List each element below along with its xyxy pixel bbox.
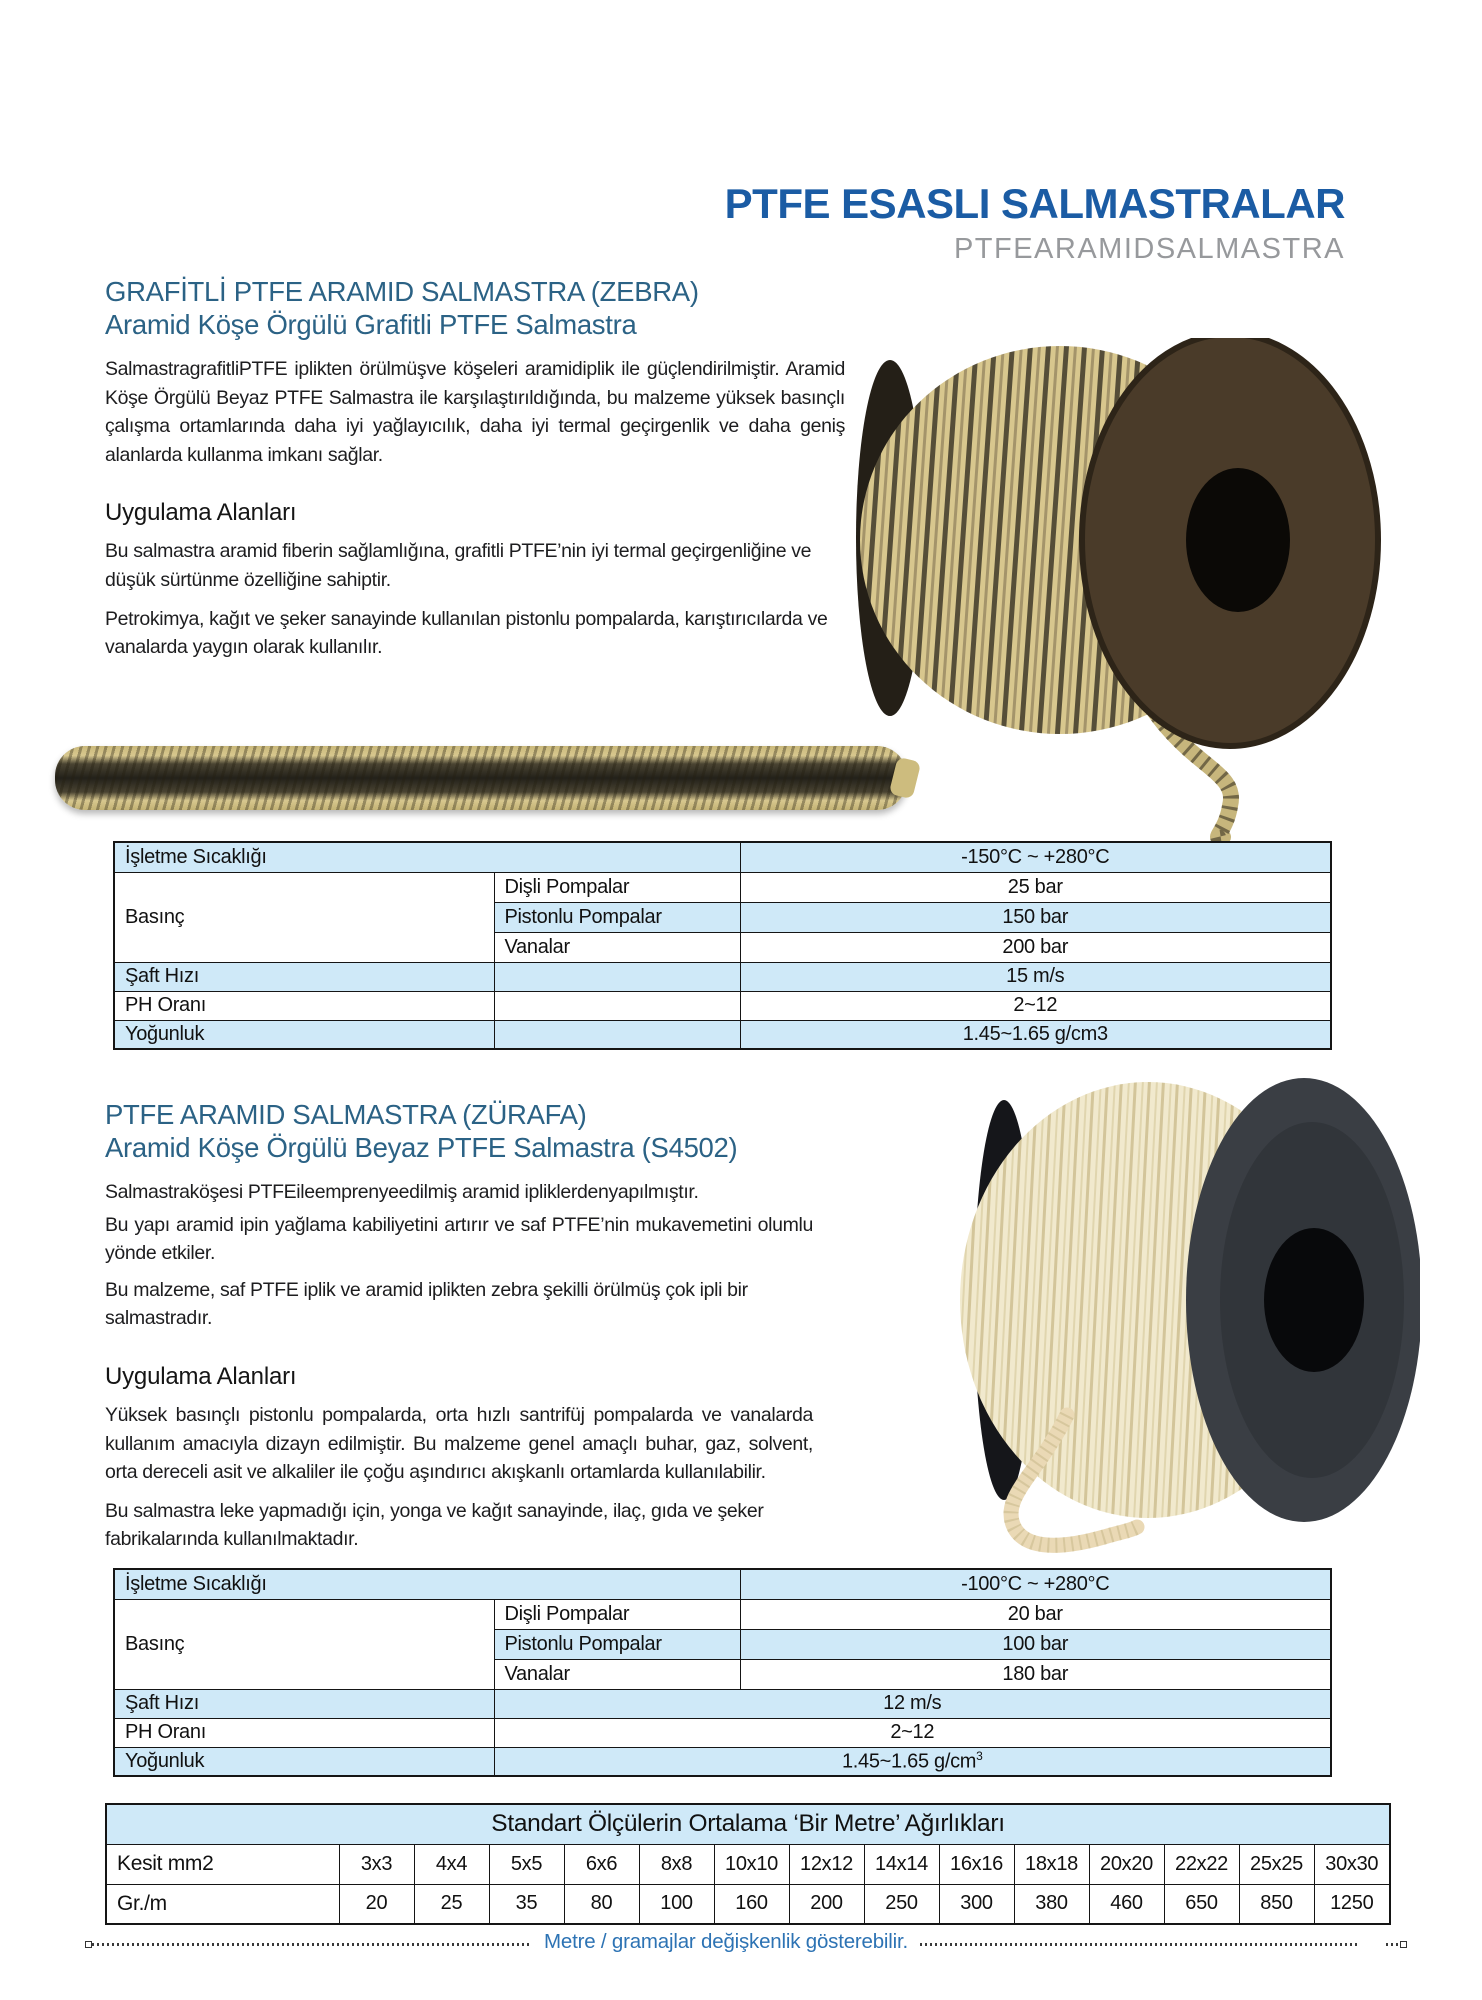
size-cell: 25x25 xyxy=(1239,1844,1314,1884)
gear-pumps-value: 20 bar xyxy=(740,1599,1331,1629)
size-cell: 18x18 xyxy=(1014,1844,1089,1884)
sizes-row-label: Kesit mm2 xyxy=(106,1844,339,1884)
empty-cell xyxy=(494,1020,740,1049)
size-cell: 5x5 xyxy=(489,1844,564,1884)
operating-temp-row xyxy=(114,1569,1331,1599)
piston-pumps-value: 150 bar xyxy=(740,902,1331,932)
size-cell: 20x20 xyxy=(1089,1844,1164,1884)
size-cell: 3x3 xyxy=(339,1844,414,1884)
operating-temp-row xyxy=(114,842,1331,872)
piston-pumps-label: Pistonlu Pompalar xyxy=(494,902,740,932)
shaft-speed-value: 12 m/s xyxy=(494,1689,1331,1718)
section-paragraph: Bu yapı aramid ipin yağlama kabiliyetini artırır ve saf PTFE’nin mukavemetini olumlu yönde etkiler. xyxy=(105,1213,813,1265)
size-cell: 10x10 xyxy=(714,1844,789,1884)
ph-row xyxy=(114,1718,1331,1747)
density-value: 1.45~1.65 g/cm3 xyxy=(740,1020,1331,1049)
section-intro: SalmastragrafitliPTFE iplikten örülmüşve köşeleri aramidiplik ile güçlendirilmiştir. Aramid Köşe Örgülü Beyaz PTFE Salmastra ile karşılaştırıldığında, bu malzeme yüksek basınçlı çalışma ortamlarında daha iyi yağlayıcılık, daha iyi termal geçirgenlik ve daha geniş alanlarda kullanma imkanı sağlar. xyxy=(105,358,845,466)
page-subtitle: PTFEARAMIDSALMASTRA xyxy=(953,233,1345,265)
section-paragraph: Salmastraköşesi PTFEileemprenyeedilmiş aramid ipliklerdenyapılmıştır. xyxy=(105,1181,699,1203)
section-paragraph: Bu malzeme, saf PTFE iplik ve aramid iplikten zebra şekilli örülmüş çok ipli bir salmastradır. xyxy=(105,1278,748,1330)
piston-pumps-label: Pistonlu Pompalar xyxy=(494,1629,740,1659)
valves-value: 180 bar xyxy=(740,1659,1331,1689)
section-zebra xyxy=(105,275,845,672)
weight-cell: 35 xyxy=(489,1884,564,1924)
shaft-speed-value: 15 m/s xyxy=(740,962,1331,991)
ph-value: 2~12 xyxy=(494,1718,1331,1747)
empty-cell xyxy=(494,962,740,991)
shaft-speed-label: Şaft Hızı xyxy=(114,962,494,991)
piston-pumps-value: 100 bar xyxy=(740,1629,1331,1659)
size-cell: 16x16 xyxy=(939,1844,1014,1884)
pressure-label: Basınç xyxy=(114,1599,494,1689)
operating-temp-value: -100°C ~ +280°C xyxy=(740,1569,1331,1599)
dotted-line xyxy=(92,1943,532,1946)
spec-table-zurafa xyxy=(113,1568,1332,1777)
weights-table-title: Standart Ölçülerin Ortalama ‘Bir Metre’ Ağırlıkları xyxy=(106,1804,1390,1844)
section-zurafa xyxy=(105,1098,813,1564)
weight-cell: 460 xyxy=(1089,1884,1164,1924)
section-title-line1: PTFE ARAMID SALMASTRA (ZÜRAFA) xyxy=(105,1099,587,1130)
applications-heading: Uygulama Alanları xyxy=(105,499,297,527)
size-cell: 4x4 xyxy=(414,1844,489,1884)
density-value xyxy=(494,1747,1331,1776)
dotted-line-short xyxy=(1386,1943,1400,1946)
ph-row xyxy=(114,991,1331,1020)
weight-cell: 650 xyxy=(1164,1884,1239,1924)
empty-cell xyxy=(494,991,740,1020)
size-cell: 8x8 xyxy=(639,1844,714,1884)
applications-paragraph: Bu salmastra leke yapmadığı için, yonga ve kağıt sanayinde, ilaç, gıda ve şeker fabrikalarında kullanılmaktadır. xyxy=(105,1499,764,1551)
density-label: Yoğunluk xyxy=(114,1747,494,1776)
weight-cell: 100 xyxy=(639,1884,714,1924)
size-cell: 30x30 xyxy=(1314,1844,1390,1884)
spec-table-zebra xyxy=(113,841,1332,1050)
section-title-line2: Aramid Köşe Örgülü Beyaz PTFE Salmastra (S4502) xyxy=(105,1132,738,1163)
pressure-label: Basınç xyxy=(114,872,494,962)
section-title-line2: Aramid Köşe Örgülü Grafitli PTFE Salmastra xyxy=(105,309,637,340)
density-row xyxy=(114,1020,1331,1049)
applications-heading: Uygulama Alanları xyxy=(105,1362,297,1390)
weight-cell: 850 xyxy=(1239,1884,1314,1924)
size-cell: 14x14 xyxy=(864,1844,939,1884)
ph-value: 2~12 xyxy=(740,991,1331,1020)
valves-label: Vanalar xyxy=(494,1659,740,1689)
footer-note xyxy=(85,1930,1407,1958)
shaft-speed-row xyxy=(114,962,1331,991)
weights-row-label: Gr./m xyxy=(106,1884,339,1924)
density-superscript: 3 xyxy=(976,1748,983,1763)
weight-cell: 20 xyxy=(339,1884,414,1924)
size-cell: 6x6 xyxy=(564,1844,639,1884)
size-cell: 22x22 xyxy=(1164,1844,1239,1884)
weight-cell: 200 xyxy=(789,1884,864,1924)
weight-cell: 80 xyxy=(564,1884,639,1924)
density-value-text: 1.45~1.65 g/cm xyxy=(841,1750,977,1773)
dotted-line xyxy=(920,1943,1360,1946)
zebra-rope-image xyxy=(55,746,907,810)
section-title-line1: GRAFİTLİ PTFE ARAMID SALMASTRA (ZEBRA) xyxy=(105,276,699,307)
gear-pumps-value: 25 bar xyxy=(740,872,1331,902)
pressure-row xyxy=(114,872,1331,902)
ph-label: PH Oranı xyxy=(114,1718,494,1747)
left-end-square-icon xyxy=(85,1941,92,1948)
weight-cell: 25 xyxy=(414,1884,489,1924)
applications-paragraph: Bu salmastra aramid fiberin sağlamlığına, grafitli PTFE’nin iyi termal geçirgenliğine ve düşük sürtünme özelliğine sahiptir. xyxy=(105,540,812,591)
shaft-speed-row xyxy=(114,1689,1331,1718)
white-packing-spool-image xyxy=(952,1075,1420,1570)
pressure-row xyxy=(114,1599,1331,1629)
shaft-speed-label: Şaft Hızı xyxy=(114,1689,494,1718)
weight-cell: 160 xyxy=(714,1884,789,1924)
sizes-row xyxy=(106,1844,1390,1884)
footer-note-text: Metre / gramajlar değişkenlik gösterebilir. xyxy=(544,1930,908,1953)
density-label: Yoğunluk xyxy=(114,1020,494,1049)
weight-cell: 250 xyxy=(864,1884,939,1924)
valves-label: Vanalar xyxy=(494,932,740,962)
weight-cell: 1250 xyxy=(1314,1884,1390,1924)
gear-pumps-label: Dişli Pompalar xyxy=(494,1599,740,1629)
weights-table xyxy=(105,1803,1391,1925)
right-end-square-icon xyxy=(1400,1941,1407,1948)
weight-cell: 380 xyxy=(1014,1884,1089,1924)
applications-paragraph: Yüksek basınçlı pistonlu pompalarda, orta hızlı santrifüj pompalarda ve vanalarda kullanım amacıyla dizayn edilmiştir. Bu malzeme genel amaçlı buhar, gaz, solvent, orta dereceli asit ve alkaliler ile çoğu aşındırıcı akışkanlı ortamlarda kullanılabilir. xyxy=(105,1403,813,1484)
weights-table-header xyxy=(106,1804,1390,1844)
density-row xyxy=(114,1747,1331,1776)
gear-pumps-label: Dişli Pompalar xyxy=(494,872,740,902)
ph-label: PH Oranı xyxy=(114,991,494,1020)
weights-row xyxy=(106,1884,1390,1924)
operating-temp-value: -150°C ~ +280°C xyxy=(740,842,1331,872)
size-cell: 12x12 xyxy=(789,1844,864,1884)
weight-cell: 300 xyxy=(939,1884,1014,1924)
page-title: PTFE ESASLI SALMASTRALAR xyxy=(724,180,1345,227)
valves-value: 200 bar xyxy=(740,932,1331,962)
applications-paragraph: Petrokimya, kağıt ve şeker sanayinde kullanılan pistonlu pompalarda, karıştırıcılarda ve vanalarda yaygın olarak kullanılır. xyxy=(105,607,828,659)
operating-temp-label: İşletme Sıcaklığı xyxy=(114,842,740,872)
operating-temp-label: İşletme Sıcaklığı xyxy=(114,1569,740,1599)
